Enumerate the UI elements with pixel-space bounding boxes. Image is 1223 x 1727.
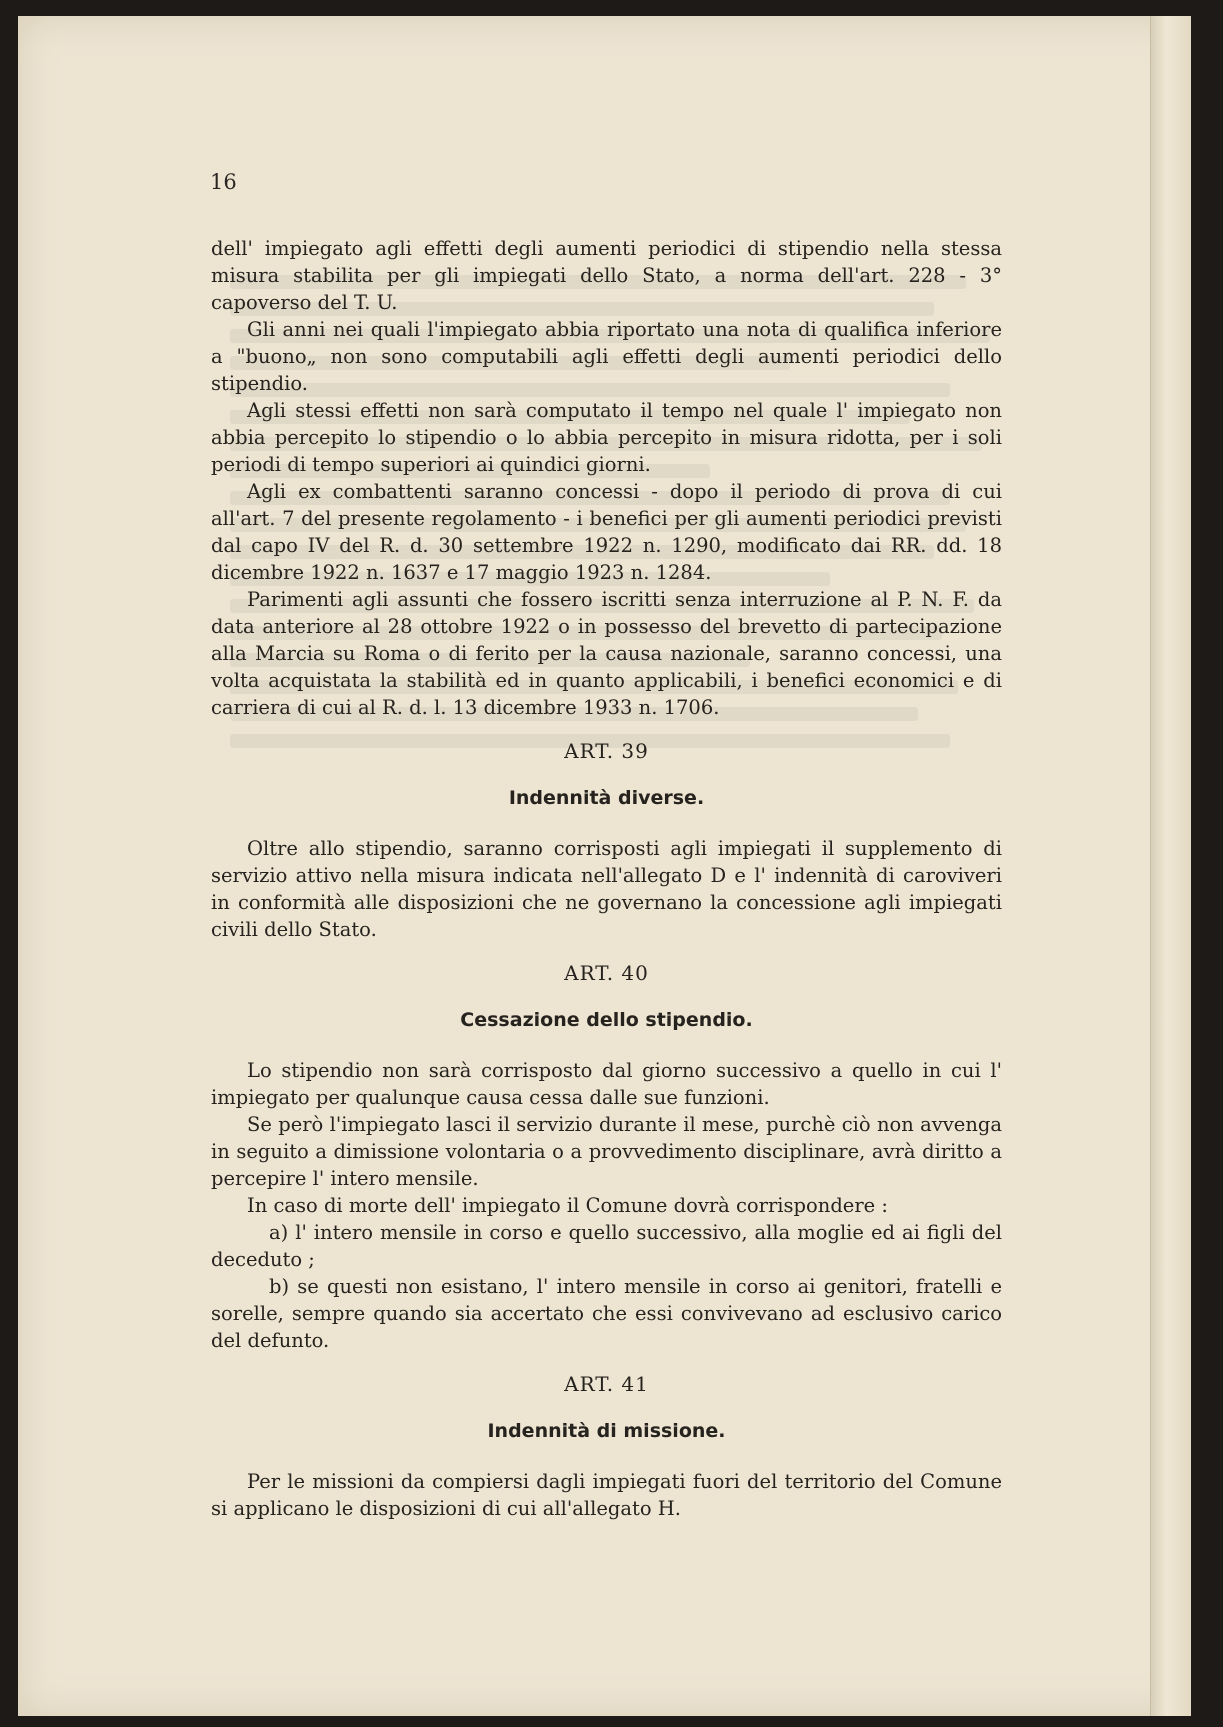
book-spine — [1150, 16, 1191, 1716]
article-title: Indennità di missione. — [487, 1420, 726, 1442]
paragraph: In caso di morte dell' impiegato il Comune dovrà corrispondere : — [247, 1194, 888, 1217]
paragraph: Agli ex combattenti saranno concessi - dopo il periodo di prova di cui all'art. 7 del presente regolamento - i benefici per gli aumenti periodici previsti dal capo IV del R. d. 30 settembre 1922 n. 1290, modificato dai RR. dd. 18 dicembre 1922 n. 1637 e 17 maggio 1923 n. 1284. — [211, 480, 1002, 584]
article-number: ART. 41 — [564, 1372, 649, 1396]
paragraph: Gli anni nei quali l'impiegato abbia riportato una nota di qualifica inferiore a "buono„ non sono computabili agli effetti degli aumenti periodici dello stipendio. — [211, 318, 1002, 395]
article-title: Cessazione dello stipendio. — [460, 1009, 753, 1031]
paragraph: Parimenti agli assunti che fossero iscritti senza interruzione al P. N. F. da data anteriore al 28 ottobre 1922 o in possesso del brevetto di partecipazione alla Marcia su Roma o di ferito per la causa nazionale, saranno concessi, una volta acquistata la stabilità ed in quanto applicabili, i benefici economici e di carriera di cui al R. d. l. 13 dicembre 1933 n. 1706. — [211, 588, 1002, 719]
paragraph: Lo stipendio non sarà corrisposto dal giorno successivo a quello in cui l' impiegato per qualunque causa cessa dalle sue funzioni. — [211, 1059, 1002, 1109]
page-number: 16 — [210, 170, 237, 194]
article-number: ART. 39 — [564, 739, 649, 763]
paragraph: Oltre allo stipendio, saranno corrisposti agli impiegati il supplemento di servizio attivo nella misura indicata nell'allegato D e l' indennità di caroviveri in conformità alle disposizioni che ne governano la concessione agli impiegati civili dello Stato. — [211, 837, 1002, 941]
document-body — [211, 235, 1002, 1522]
article-number: ART. 40 — [564, 961, 649, 985]
list-item: b) se questi non esistano, l' intero mensile in corso ai genitori, fratelli e sorelle, sempre quando sia accertato che essi convivevano ad esclusivo carico del defunto. — [211, 1275, 1002, 1352]
article-title: Indennità diverse. — [508, 787, 705, 809]
list-item: a) l' intero mensile in corso e quello successivo, alla moglie ed ai figli del deceduto ; — [211, 1221, 1002, 1271]
paragraph: Se però l'impiegato lasci il servizio durante il mese, purchè ciò non avvenga in seguito a dimissione volontaria o a provvedimento disciplinare, avrà diritto a percepire l' intero mensile. — [211, 1113, 1002, 1190]
paragraph: dell' impiegato agli effetti degli aumenti periodici di stipendio nella stessa misura stabilita per gli impiegati dello Stato, a norma dell'art. 228 - 3° capoverso del T. U. — [211, 237, 1002, 314]
paragraph: Per le missioni da compiersi dagli impiegati fuori del territorio del Comune si applicano le disposizioni di cui all'allegato H. — [211, 1470, 1002, 1520]
paragraph: Agli stessi effetti non sarà computato il tempo nel quale l' impiegato non abbia percepito lo stipendio o lo abbia percepito in misura ridotta, per i soli periodi di tempo superiori ai quindici giorni. — [211, 399, 1002, 476]
